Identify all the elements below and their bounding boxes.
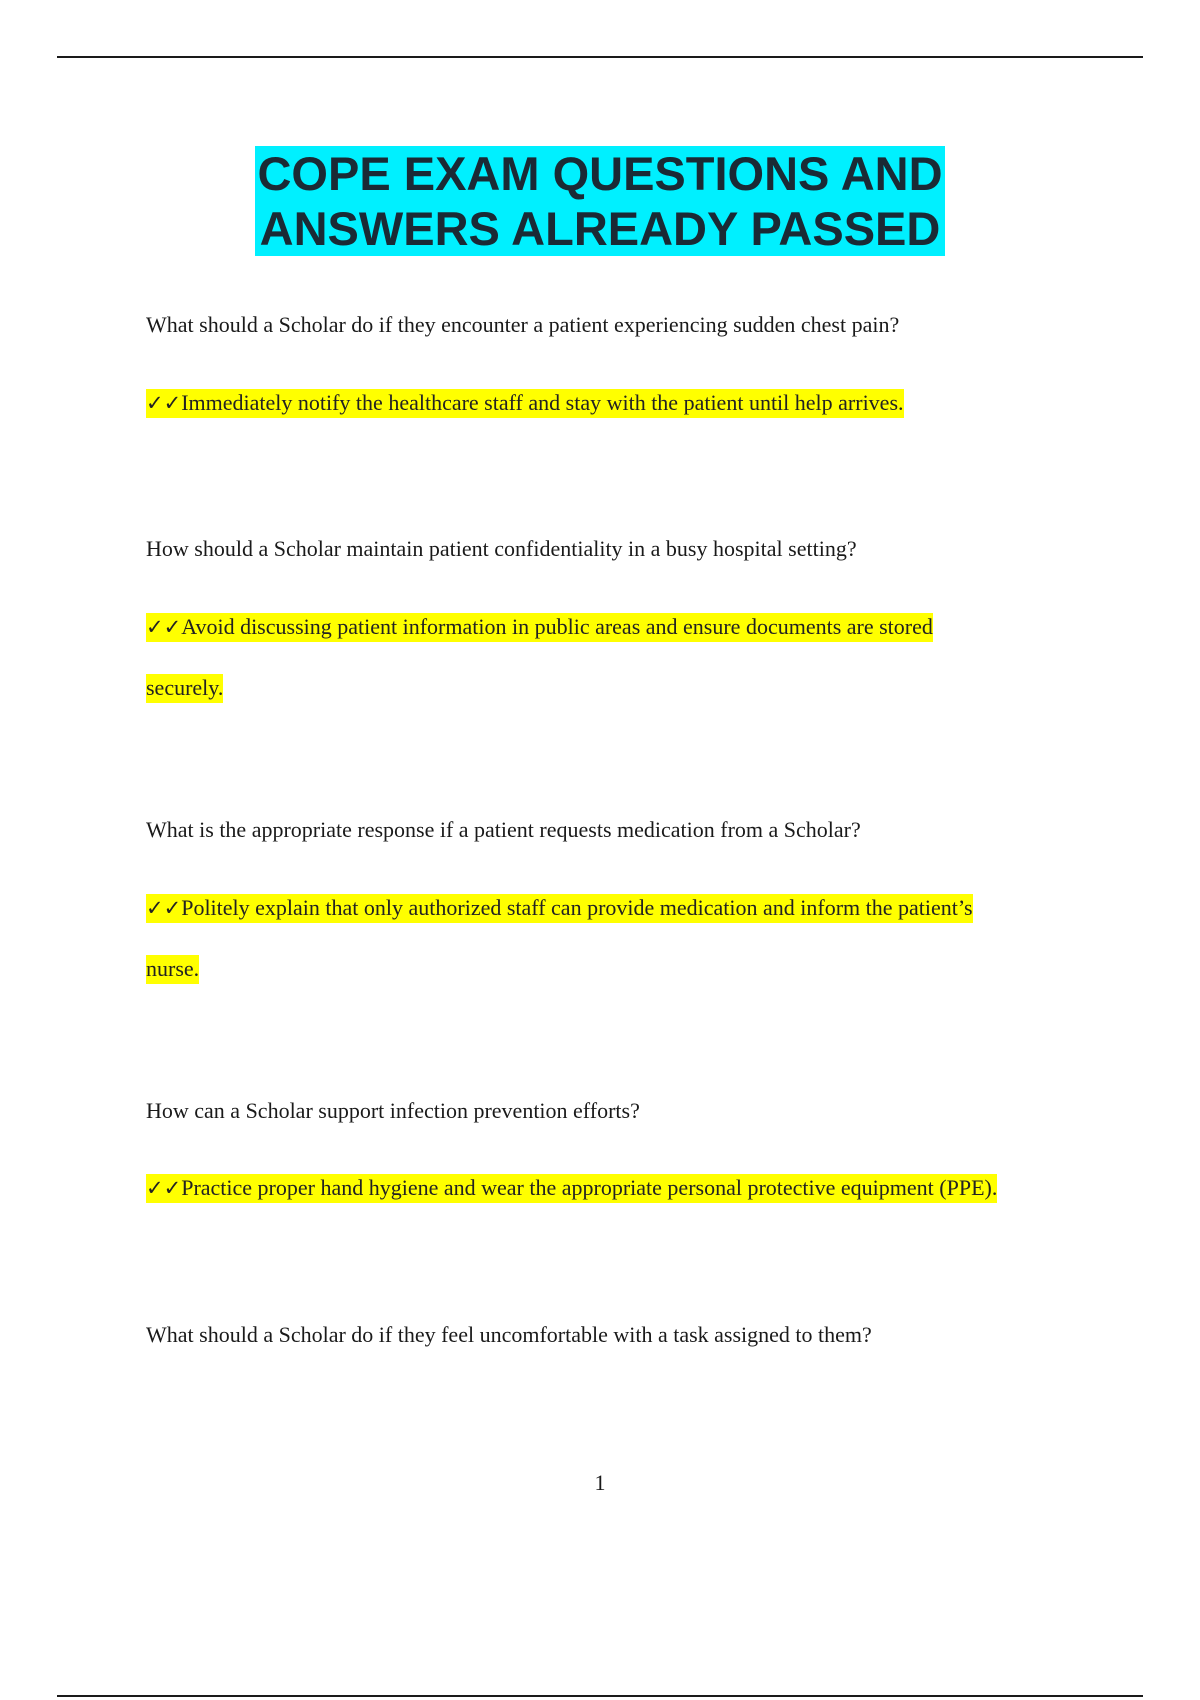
question-5: What should a Scholar do if they feel uncomfortable with a task assigned to them? [146, 1322, 872, 1347]
document-title [0, 146, 1200, 256]
answer-1-line-1 [146, 388, 904, 418]
answer-4-line-1 [146, 1173, 997, 1203]
answer-3-text: Politely explain that only authorized staff can provide medication and inform the patient’s [181, 895, 973, 920]
answer-2-text: Avoid discussing patient information in public areas and ensure documents are stored [181, 614, 933, 639]
answer-4-text: Practice proper hand hygiene and wear the appropriate personal protective equipment (PPE). [181, 1175, 998, 1200]
check-mark-icon: ✓✓ [146, 1176, 182, 1200]
top-rule [57, 56, 1143, 58]
title-highlight [255, 146, 944, 256]
answer-2-line-2 [146, 673, 223, 703]
bottom-rule [57, 1695, 1143, 1697]
answer-1-text: Immediately notify the healthcare staff and stay with the patient until help arrives. [181, 390, 904, 415]
check-mark-icon: ✓✓ [146, 896, 182, 920]
question-1: What should a Scholar do if they encounter a patient experiencing sudden chest pain? [146, 312, 900, 337]
title-line-2: ANSWERS ALREADY PASSED [259, 202, 941, 255]
answer-2-text-continued: securely. [146, 674, 223, 703]
check-mark-icon: ✓✓ [146, 391, 182, 415]
question-2: How should a Scholar maintain patient confidentiality in a busy hospital setting? [146, 536, 857, 561]
answer-3-line-1 [146, 893, 973, 923]
page-number: 1 [594, 1470, 606, 1495]
question-4: How can a Scholar support infection prevention efforts? [146, 1098, 640, 1123]
answer-3-line-2 [146, 954, 199, 984]
title-line-1: COPE EXAM QUESTIONS AND [257, 147, 943, 200]
answer-3-text-continued: nurse. [146, 955, 199, 984]
question-3: What is the appropriate response if a patient requests medication from a Scholar? [146, 817, 861, 842]
check-mark-icon: ✓✓ [146, 615, 182, 639]
answer-2-line-1 [146, 612, 933, 642]
